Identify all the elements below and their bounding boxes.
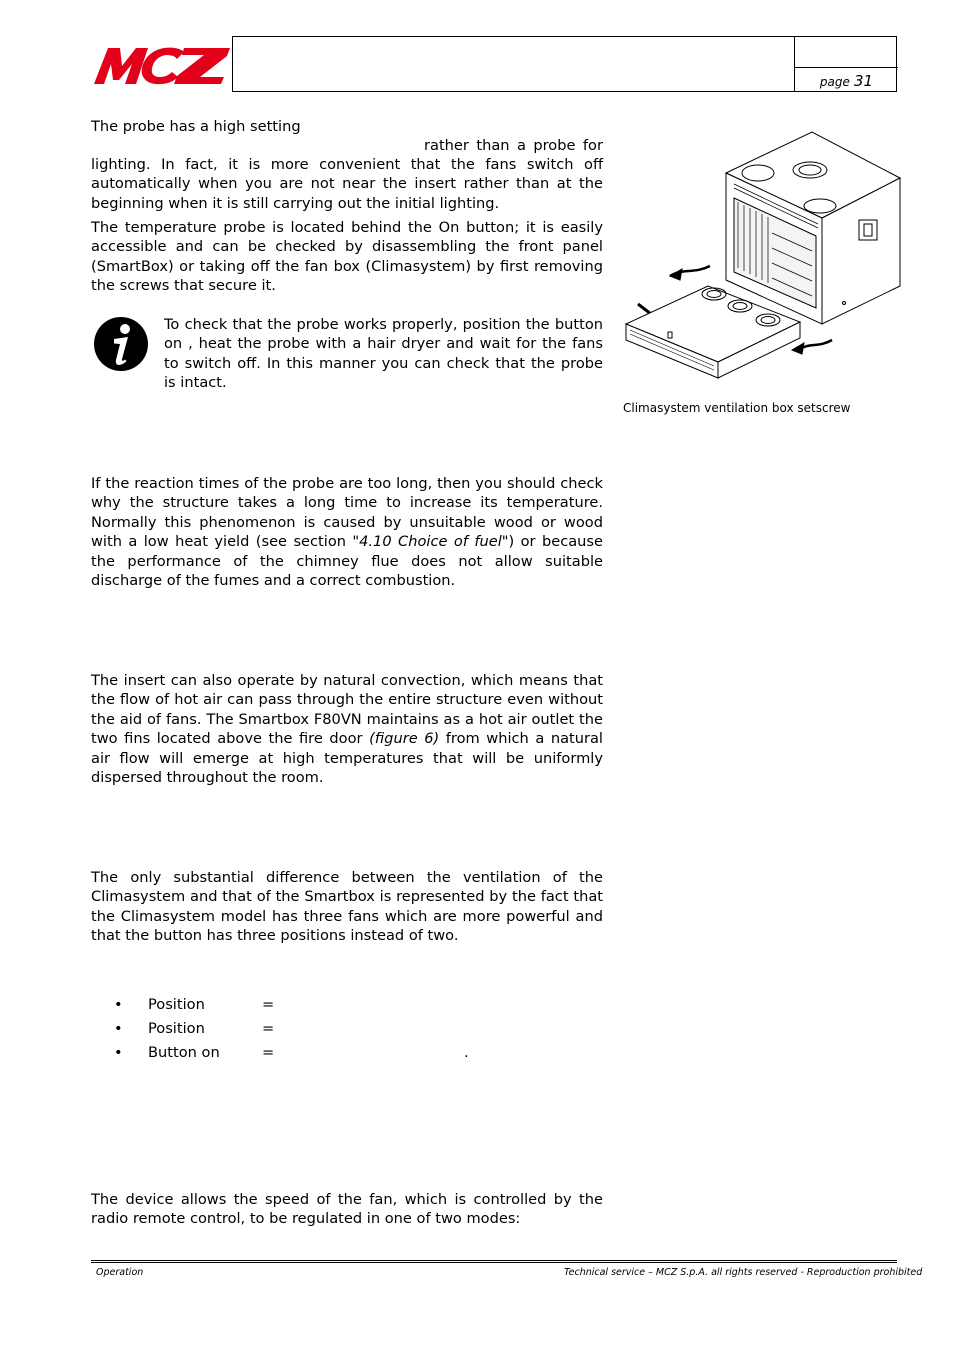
header-divider-h — [794, 67, 898, 68]
footer-rule — [91, 1262, 897, 1263]
text-run: ) or because the performance of the chimney flue does not allow suitable discharge of the fumes and a correct combustion. — [91, 533, 603, 590]
climasystem-box-illustration — [622, 128, 902, 390]
footer-copyright: Technical service – MCZ S.p.A. all rights reserved - Reproduction prohibited — [564, 1267, 923, 1278]
bullet-equals: = — [262, 1044, 275, 1061]
paragraph-probe-line2: rather than a probe for — [424, 137, 603, 154]
header-box — [232, 36, 897, 92]
bullet-marker: • — [114, 1020, 123, 1037]
bullet-marker: • — [114, 996, 123, 1013]
figure-reference: (figure 6) — [369, 730, 440, 748]
svg-text:MCZ: MCZ — [92, 44, 95, 45]
footer-rule — [91, 1260, 897, 1261]
info-icon — [92, 315, 150, 373]
paragraph-probe-location: The temperature probe is located behind the On button; it is easily accessible and can be checked by disassembling the front panel (SmartBox) or taking off the fan box (Climasystem) by first removing the screws that secure it. — [91, 219, 603, 295]
note-probe-check: To check that the probe works properly, position the button on , heat the probe with a hair dryer and wait for the fans to switch off. In this manner you can check that the probe is intact. — [164, 316, 603, 392]
bullet-marker: • — [114, 1044, 123, 1061]
paragraph-probe-line1: The probe has a high setting — [91, 118, 301, 135]
list-item — [114, 993, 514, 1017]
text-run: The insert can also operate by natural convection, which means that the flow of hot air can pass through the entire structure even without the aid of fans. The Smartbox F80VN maintains as a hot air outlet the two fins located above the fire door — [91, 672, 603, 748]
paragraph-probe-rest: lighting. In fact, it is more convenient that the fans switch off automatically when you are not near the insert rather than at the beginning when it is still carrying out the initial lighting. — [91, 156, 603, 212]
section-reference: "4.10 Choice of fuel" — [352, 533, 509, 551]
paragraph-reaction-times — [91, 474, 603, 590]
bullet-label: Position — [148, 996, 205, 1013]
bullet-end: . — [464, 1044, 469, 1061]
page-number-value: 31 — [854, 72, 874, 90]
text-run: If the reaction times of the probe are too long, then you should check why the structure takes a long time to increase its temperature. Normally this phenomenon is caused by unsuitable wood or wood with a low heat yield (see section — [91, 475, 603, 551]
paragraph-ventilation-difference: The only substantial difference between the ventilation of the Climasystem and that of the Smartbox is represented by the fact that the Climasystem model has three fans which are more powerful and that the button has three positions instead of two. — [91, 869, 603, 945]
bullet-label: Position — [148, 1020, 205, 1037]
button-positions-list — [114, 993, 514, 1065]
text-run: from which a natural air flow will emerge at high temperatures that will be uniformly dispersed throughout the room. — [91, 730, 603, 787]
paragraph-fan-speed-modes: The device allows the speed of the fan, which is controlled by the radio remote control, to be regulated in one of two modes: — [91, 1191, 603, 1228]
bullet-equals: = — [262, 1020, 275, 1037]
paragraph-natural-convection — [91, 671, 603, 787]
bullet-label: Button on — [148, 1044, 220, 1061]
bullet-equals: = — [262, 996, 275, 1013]
figure-caption: Climasystem ventilation box setscrew — [623, 401, 851, 415]
list-item — [114, 1041, 514, 1065]
mcz-logo — [92, 44, 232, 86]
footer-section: Operation — [96, 1267, 144, 1278]
page-label: page — [819, 75, 850, 89]
page-number — [795, 70, 898, 92]
list-item — [114, 1017, 514, 1041]
